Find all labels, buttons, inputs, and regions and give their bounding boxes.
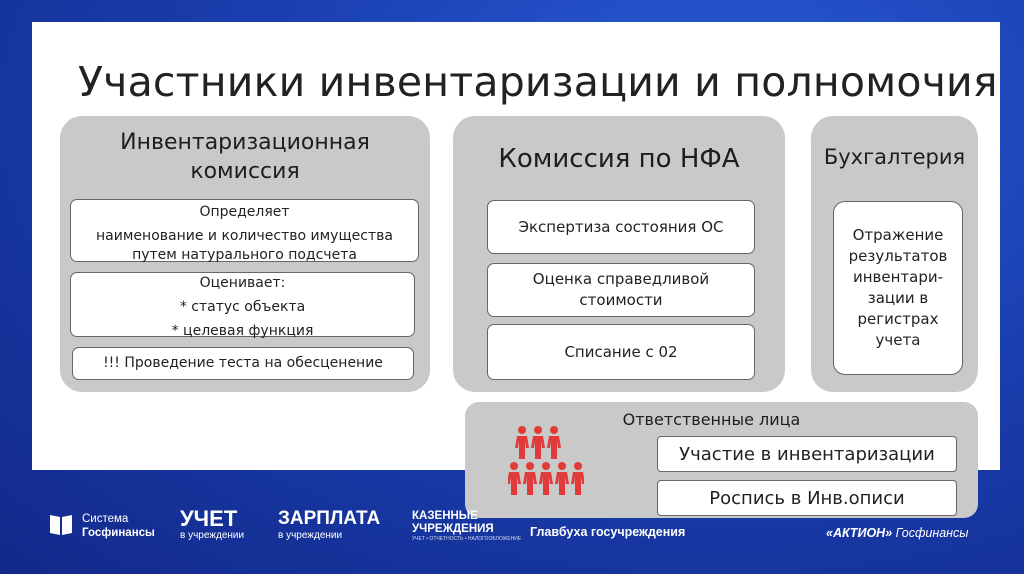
people-group-icon <box>508 426 584 498</box>
impairment-test-box: !!! Проведение теста на обесценение <box>72 347 414 380</box>
footer-bar <box>0 500 1024 574</box>
aktion-logo: «АКТИОН» Госфинансы <box>826 526 969 540</box>
book-icon <box>48 511 74 537</box>
inventory-commission-panel <box>60 116 430 392</box>
write-off-box: Списание с 02 <box>487 324 755 380</box>
accounting-title: Бухгалтерия <box>823 145 966 169</box>
kazennye-logo: КАЗЕННЫЕ УЧРЕЖДЕНИЯ УЧЕТ • ОТЧЕТНОСТЬ • НАЛОГООБЛОЖЕНИЕ <box>412 510 522 542</box>
nfa-commission-title: Комиссия по НФА <box>498 144 740 174</box>
responsible-title: Ответственные лица <box>622 410 801 429</box>
participation-box: Участие в инвентаризации <box>657 436 957 472</box>
slide-title: Участники инвентаризации и полномочия <box>78 58 998 106</box>
sistema-gosfinansy-logo: Система Госфинансы <box>82 513 155 539</box>
fair-value-box: Оценка справедливой стоимости <box>487 263 755 317</box>
defines-box: Определяет наименование и количество имущества путем натурального подсчета <box>70 199 419 262</box>
uchet-logo: УЧЕТ в учреждении <box>180 506 245 541</box>
evaluates-box: Оценивает: * статус объекта * целевая функция <box>70 272 415 337</box>
glavbukh-logo: Главбуха госучреждения <box>530 525 686 539</box>
accounting-panel <box>811 116 978 392</box>
nfa-commission-panel <box>453 116 785 392</box>
signature-box: Роспись в Инв.описи <box>657 480 957 516</box>
zarplata-logo: ЗАРПЛАТА в учреждении <box>278 508 381 541</box>
os-expertise-box: Экспертиза состояния ОС <box>487 200 755 254</box>
inventory-commission-title: Инвентаризационная комиссия <box>120 130 370 184</box>
accounting-box: Отражение результатов инвентари- зации в регистрах учета <box>833 201 963 375</box>
